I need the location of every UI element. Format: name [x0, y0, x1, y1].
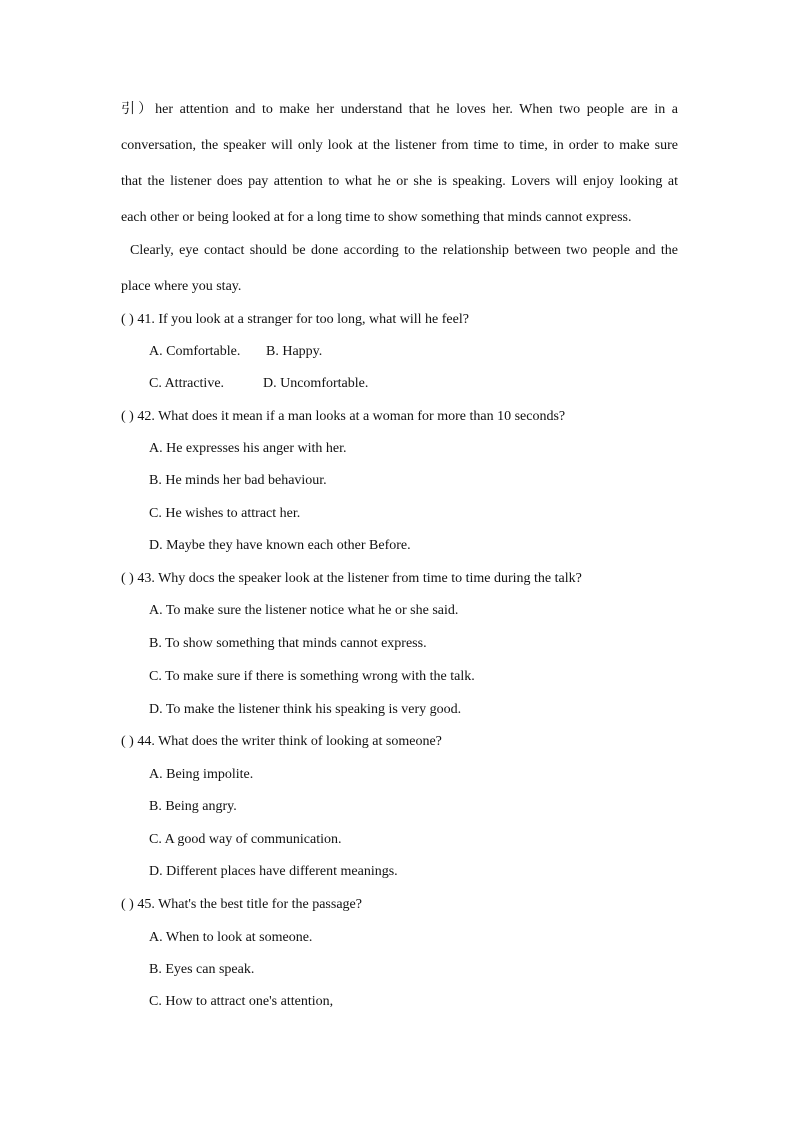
answer-option: B. He minds her bad behaviour. — [149, 473, 327, 488]
answer-option: A. Comfortable. — [149, 344, 241, 359]
question-stem: ( ) 42. What does it mean if a man looks at a woman for more than 10 seconds? — [121, 409, 566, 424]
question-stem: ( ) 44. What does the writer think of looking at someone? — [121, 734, 442, 749]
passage-line: 引）her attention and to make her understand that he loves her. When two people are in a — [121, 102, 678, 117]
answer-option: C. To make sure if there is something wrong with the talk. — [149, 669, 475, 684]
answer-option: C. How to attract one's attention, — [149, 994, 334, 1009]
answer-option: B. Eyes can speak. — [149, 962, 255, 977]
answer-option: C. Attractive. — [149, 376, 225, 391]
question-stem: ( ) 43. Why docs the speaker look at the listener from time to time during the talk? — [121, 571, 582, 586]
passage-line: that the listener does pay attention to what he or she is speaking. Lovers will enjoy looking at — [121, 174, 678, 189]
answer-option: D. Different places have different meanings. — [149, 864, 398, 879]
answer-option: D. Maybe they have known each other Before. — [149, 538, 411, 553]
question-stem: ( ) 45. What's the best title for the passage? — [121, 897, 362, 912]
passage-line: conversation, the speaker will only look at the listener from time to time, in order to make sure — [121, 138, 678, 153]
passage-line: each other or being looked at for a long time to show something that minds cannot express. — [121, 210, 632, 225]
answer-option: D. To make the listener think his speaking is very good. — [149, 702, 462, 717]
passage-line: Clearly, eye contact should be done according to the relationship between two people and the — [130, 243, 678, 258]
answer-option: C. A good way of communication. — [149, 832, 342, 847]
answer-option: D. Uncomfortable. — [263, 376, 369, 391]
passage-line: place where you stay. — [121, 279, 242, 294]
answer-option: A. When to look at someone. — [149, 930, 313, 945]
answer-option: A. Being impolite. — [149, 767, 254, 782]
answer-option: B. Happy. — [266, 344, 323, 359]
answer-option: C. He wishes to attract her. — [149, 506, 301, 521]
answer-option: A. He expresses his anger with her. — [149, 441, 347, 456]
answer-option: B. To show something that minds cannot express. — [149, 636, 427, 651]
answer-option: B. Being angry. — [149, 799, 237, 814]
answer-option: A. To make sure the listener notice what he or she said. — [149, 603, 459, 618]
question-stem: ( ) 41. If you look at a stranger for too long, what will he feel? — [121, 312, 469, 327]
